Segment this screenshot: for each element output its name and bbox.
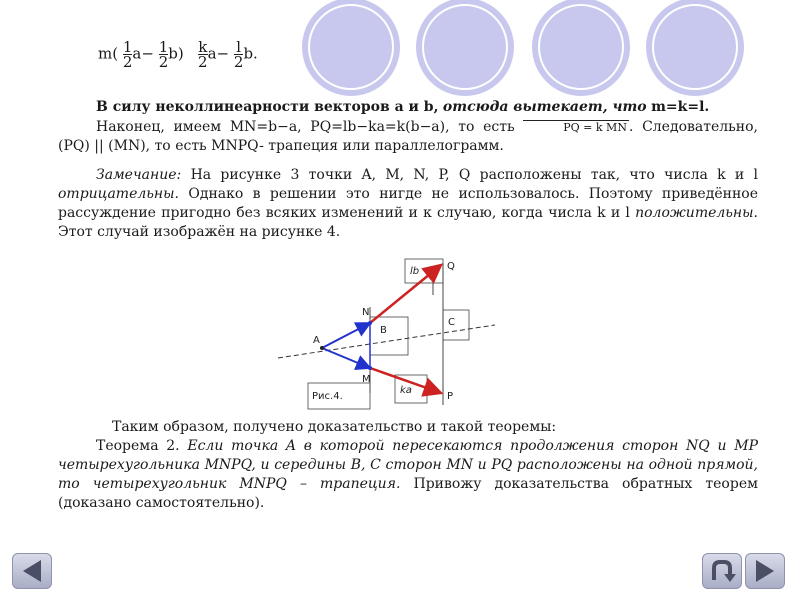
- vector-formula: PQ = k MN: [523, 120, 629, 134]
- label-Q: Q: [447, 261, 455, 272]
- paragraph-collinearity: В силу неколлинеарности векторов a и b, отсюда вытекает, что m=k=l.: [96, 99, 710, 115]
- label-A: A: [313, 335, 320, 346]
- arrow-right-icon: [746, 554, 784, 588]
- decor-circle-2: [416, 0, 514, 96]
- paragraph-summary: Таким образом, получено доказательство и такой теоремы:: [112, 419, 557, 435]
- return-button[interactable]: [702, 553, 742, 589]
- label-B: B: [380, 325, 387, 336]
- label-N: N: [362, 307, 370, 318]
- return-icon: [703, 554, 741, 588]
- label-lb: lb: [410, 266, 420, 277]
- formula-line: m( $\frac{1}{2}$ a− $\frac{1}{2}$ b) $\frac{k}{2}$ a− $\frac{l}{2}$ b.: [98, 38, 258, 71]
- decor-circle-4: [646, 0, 744, 96]
- prev-button[interactable]: [12, 553, 52, 589]
- decor-circle-1: [302, 0, 400, 96]
- label-ka: ka: [400, 385, 412, 396]
- arrow-left-icon: [13, 554, 51, 588]
- label-P: P: [447, 391, 454, 402]
- paragraph-remark: Замечание: На рисунке 3 точки A, M, N, P, Q расположены так, что числа k и l отрицательны. Однако в решении это нигде не использовалось. Поэтому приведённое рассуждение пригодно без всяких изменений и к случаю, когда числа k и l положительны. Этот случай изображён на рисунке 4.: [58, 167, 759, 240]
- figure-4: [270, 255, 500, 413]
- decor-circle-3: [532, 0, 630, 96]
- label-C: C: [448, 317, 455, 328]
- next-button[interactable]: [745, 553, 785, 589]
- figure-caption: Рис.4.: [312, 391, 343, 402]
- paragraph-conclusion: Наконец, имеем MN=b−a, PQ=lb−ka=k(b−a), то есть PQ = k MN . Следовательно, (PQ) || (MN), то есть MNPQ- трапеция или параллелограмм.: [58, 119, 759, 154]
- paragraph-theorem: Теорема 2. Если точка A в которой пересекаются продолжения сторон NQ и MP четырехугольника MNPQ, и середины B, C сторон MN и PQ расположены на одной прямой, то четырехугольник MNPQ – трапеция. Привожу доказательства обратных теорем (доказано самостоятельно).: [58, 438, 758, 511]
- label-M: M: [362, 374, 371, 385]
